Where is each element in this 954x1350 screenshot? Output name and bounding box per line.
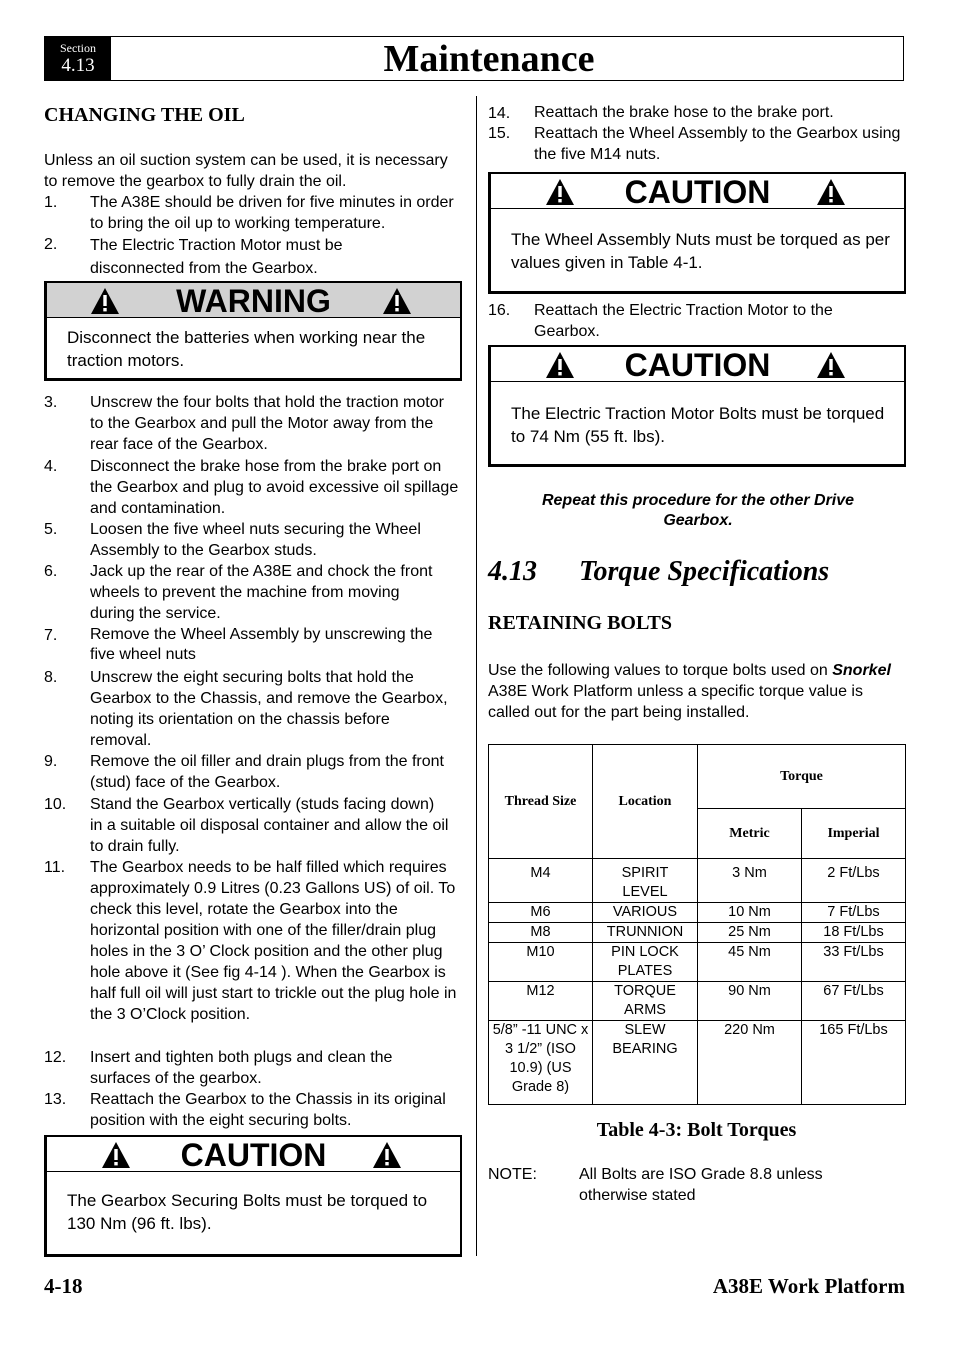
column-divider — [476, 96, 477, 1256]
caution-triangle-icon — [372, 1141, 402, 1169]
caution-title: CAUTION — [624, 347, 771, 383]
caution-box — [488, 345, 906, 467]
caution-text: The Gearbox Securing Bolts must be torqued to 130 Nm (96 ft. lbs). — [67, 1191, 428, 1233]
bolt-torque-table — [488, 744, 906, 1105]
table-row: M6 VARIOUS 10 Nm 7 Ft/Lbs — [489, 903, 906, 923]
caution-triangle-icon — [816, 178, 846, 206]
note-label: NOTE: — [488, 1166, 537, 1183]
table-row: M8 TRUNNION 25 Nm 18 Ft/Lbs — [489, 923, 906, 943]
retaining-bolts-heading: RETAINING BOLTS — [488, 612, 672, 634]
warning-box — [44, 281, 462, 381]
col-location: Location — [593, 745, 698, 859]
table-header-row — [489, 745, 906, 809]
table-row: M10 PIN LOCK PLATES 45 Nm 33 Ft/Lbs — [489, 943, 906, 982]
col-torque: Torque — [698, 745, 906, 809]
table-row: 5/8” -11 UNC x 3 1/2” (ISO 10.9) (US Grade 8) SLEW BEARING 220 Nm 165 Ft/Lbs — [489, 1021, 906, 1105]
changing-oil-heading: CHANGING THE OIL — [44, 104, 245, 126]
caution-triangle-icon — [816, 351, 846, 379]
torque-section-heading — [488, 555, 829, 589]
table-caption: Table 4-3: Bolt Torques — [596, 1119, 797, 1141]
torque-section-title: Torque Specifications — [579, 556, 830, 587]
page-title: Maintenance — [383, 38, 595, 80]
repeat-procedure-note: Repeat this procedure for the other Drive Gearbox. — [541, 492, 855, 529]
col-imperial: Imperial — [802, 809, 906, 859]
caution-box — [44, 1135, 462, 1257]
caution-text: The Electric Traction Motor Bolts must be torqued to 74 Nm (55 ft. lbs). — [511, 404, 885, 446]
table-row: M4 SPIRIT LEVEL 3 Nm 2 Ft/Lbs — [489, 859, 906, 903]
caution-title: CAUTION — [180, 1137, 327, 1173]
col-metric: Metric — [698, 809, 802, 859]
page-header — [44, 36, 904, 81]
section-label: Section — [60, 41, 96, 55]
product-name: A38E Work Platform — [712, 1274, 905, 1298]
warning-triangle-icon — [382, 287, 412, 315]
warning-text: Disconnect the batteries when working near the traction motors. — [67, 328, 426, 370]
section-number: 4.13 — [61, 55, 95, 76]
brand-name: Snorkel — [832, 662, 891, 679]
col-thread-size: Thread Size — [489, 745, 593, 859]
caution-text: The Wheel Assembly Nuts must be torqued as per values given in Table 4-1. — [511, 230, 890, 272]
changing-oil-intro: Unless an oil suction system can be used, it is necessary to remove the gearbox to fully drain the oil. — [44, 152, 448, 190]
caution-title: CAUTION — [624, 174, 771, 210]
torque-section-number: 4.13 — [488, 556, 537, 587]
retaining-bolts-intro: Use the following values to torque bolts used on Snorkel A38E Work Platform unless a specific torque value is called out for the part being installed. — [488, 662, 891, 721]
table-row: M12 TORQUE ARMS 90 Nm 67 Ft/Lbs — [489, 982, 906, 1021]
page-number: 4-18 — [44, 1274, 83, 1298]
note-text: All Bolts are ISO Grade 8.8 unless otherwise stated — [579, 1166, 823, 1204]
warning-title: WARNING — [176, 283, 331, 319]
caution-box — [488, 172, 906, 294]
